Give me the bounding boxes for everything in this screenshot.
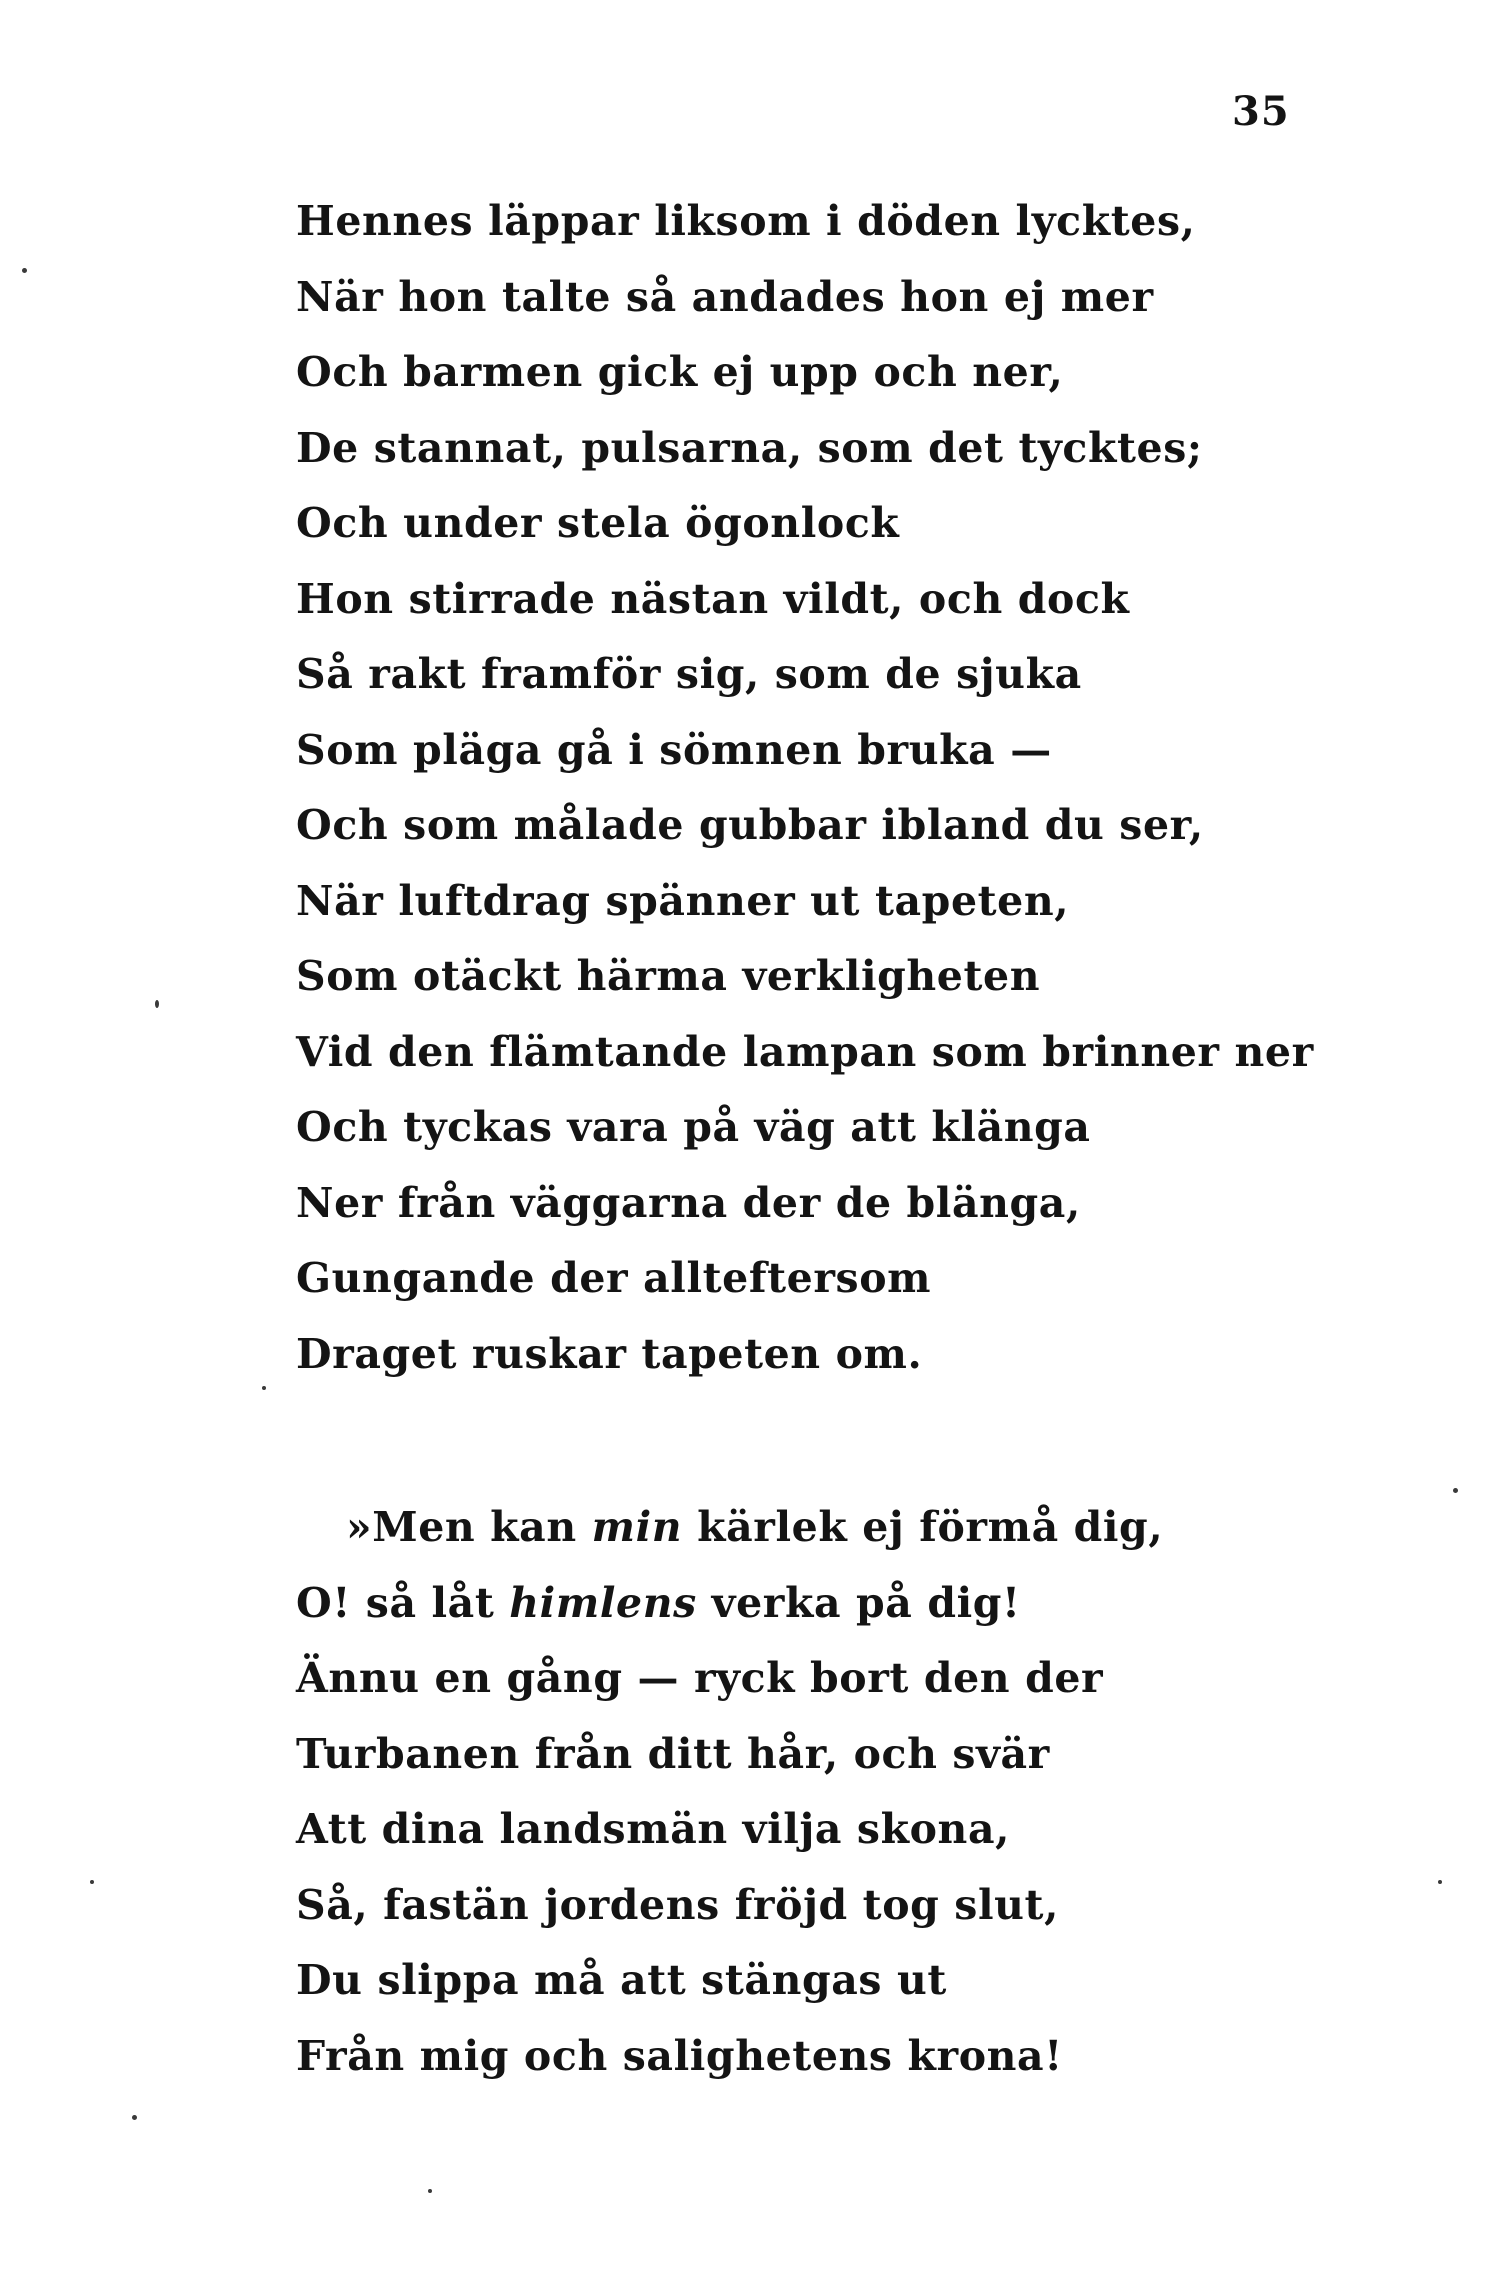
verse-line: Ner från väggarna der de blänga, (296, 1178, 1081, 1227)
verse-line: Så, fastän jordens fröjd tog slut, (296, 1880, 1059, 1929)
verse-line: Och barmen gick ej upp och ner, (296, 348, 1064, 396)
verse-text: kärlek ej förmå dig, (682, 1503, 1164, 1551)
scan-speck (1438, 1880, 1442, 1884)
verse-line: Som otäckt härma verkligheten (296, 952, 1041, 1000)
stanza-2 (296, 1490, 1163, 2094)
verse-line: Ännu en gång — ryck bort den der (296, 1654, 1104, 1702)
verse-line: Draget ruskar tapeten om. (296, 1329, 923, 1378)
verse-line: Som pläga gå i sömnen bruka — (296, 725, 1052, 774)
scan-speck (1453, 1488, 1458, 1493)
scan-speck (90, 1880, 94, 1884)
verse-line: Hon stirrade nästan vildt, och dock (296, 574, 1130, 623)
verse-line: Hennes läppar liksom i döden lycktes, (296, 197, 1196, 245)
verse-line: Och tyckas vara på väg att klänga (296, 1103, 1091, 1151)
emphasized-word: min (591, 1503, 683, 1551)
verse-line: Gungande der allteftersom (296, 1254, 932, 1302)
page-number: 35 (1232, 88, 1290, 135)
scan-speck (132, 2115, 137, 2120)
verse-line: Turbanen från ditt hår, och svär (296, 1729, 1050, 1778)
verse-line: Du slippa må att stängas ut (296, 1956, 947, 2004)
verse-line: Och som målade gubbar ibland du ser, (296, 801, 1204, 849)
verse-line (296, 1566, 1163, 1642)
emphasized-word: himlens (509, 1578, 697, 1627)
verse-line: Från mig och salighetens krona! (296, 2031, 1063, 2080)
verse-line: Att dina landsmän vilja skona, (296, 1805, 1010, 1853)
verse-line: Och under stela ögonlock (296, 499, 900, 547)
verse-line: Vid den flämtande lampan som brinner ner (296, 1027, 1314, 1076)
verse-line: Så rakt framför sig, som de sjuka (296, 650, 1082, 698)
verse-text: »Men kan (346, 1503, 592, 1551)
scan-speck (22, 268, 27, 273)
verse-line (296, 1490, 1163, 1566)
verse-text: O! så låt (296, 1578, 510, 1627)
verse-line: När luftdrag spänner ut tapeten, (296, 876, 1070, 925)
scan-speck (262, 1386, 266, 1390)
verse-line: De stannat, pulsarna, som det tycktes; (296, 423, 1203, 472)
verse-line: När hon talte så andades hon ej mer (296, 272, 1154, 321)
verse-text: verka på dig! (696, 1578, 1021, 1627)
scan-speck (428, 2189, 432, 2193)
stanza-1 (296, 184, 1314, 1392)
scan-speck (155, 1000, 159, 1008)
